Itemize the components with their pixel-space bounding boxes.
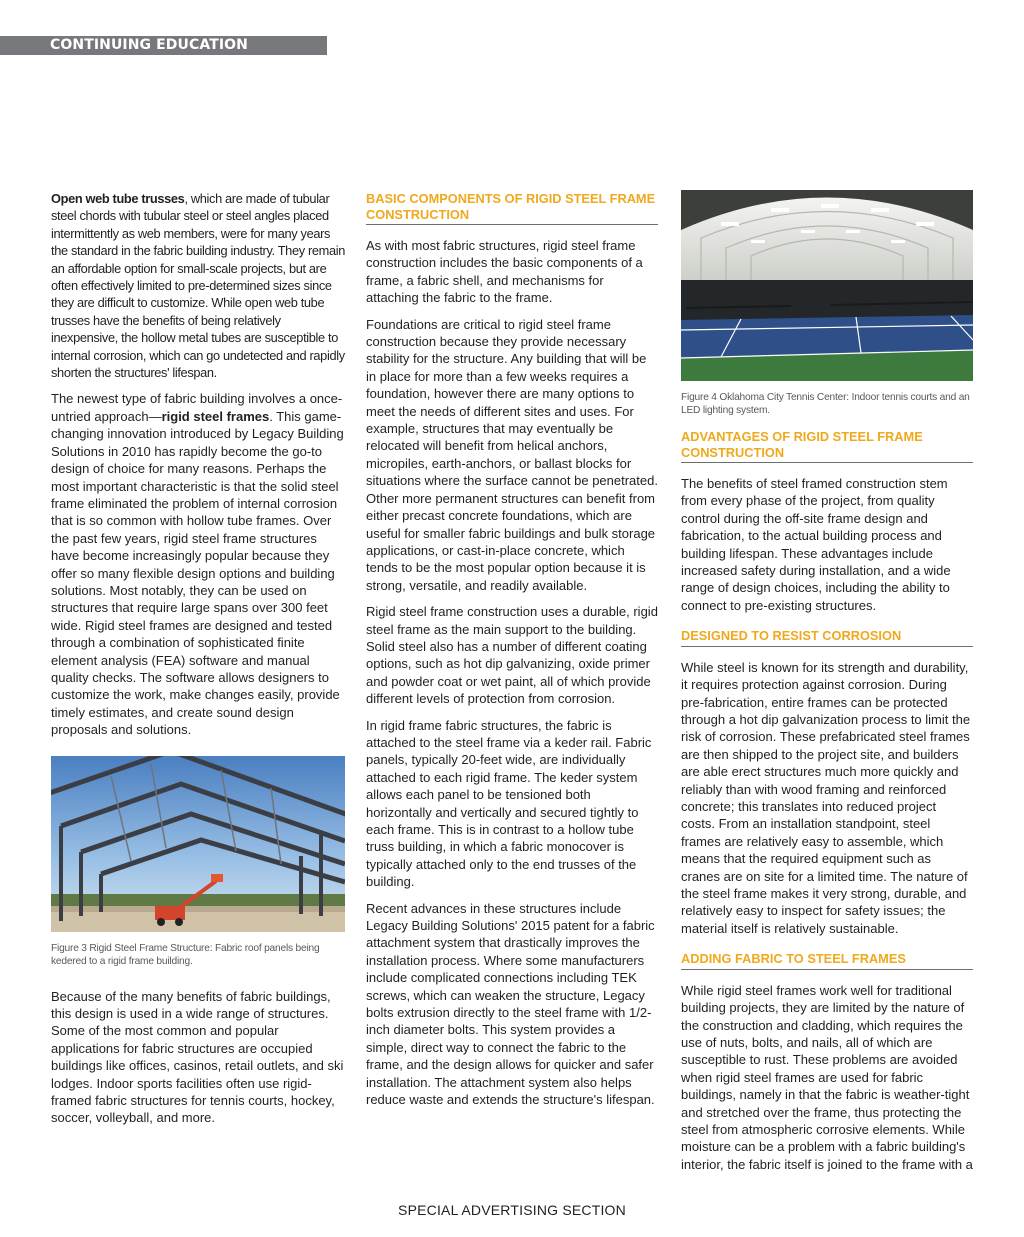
footer-label: SPECIAL ADVERTISING SECTION bbox=[398, 1202, 626, 1218]
figure-4-caption: Figure 4 Oklahoma City Tennis Center: Indoor tennis courts and an LED lighting system. bbox=[681, 392, 970, 416]
section-banner bbox=[0, 36, 327, 55]
paragraph-rigid-frame: Rigid steel frame construction uses a durable, rigid steel frame as the main support to the building. Solid steel also has a number of different coating options, such as hot dip galvanizing, oxide primer and powder coat or wet paint, all of which provide different levels of protection from corrosion. bbox=[366, 604, 658, 707]
steel-frame-construction-image bbox=[51, 756, 345, 932]
figure-3-photo bbox=[51, 756, 345, 932]
column-left bbox=[51, 190, 345, 1136]
heading-adding-fabric: ADDING FABRIC TO STEEL FRAMES bbox=[681, 951, 973, 970]
heading-basic-components: BASIC COMPONENTS OF RIGID STEEL FRAME CONSTRUCTION bbox=[366, 191, 658, 225]
section-banner-label: CONTINUING EDUCATION bbox=[50, 37, 248, 53]
heading-resist-corrosion: DESIGNED TO RESIST CORROSION bbox=[681, 628, 973, 647]
paragraph-foundations: Foundations are critical to rigid steel frame construction because they provide necessary stability for the structure. Any building that will be in place for more than a few weeks requires a foundation, however there are many options to meet the needs of different sites and uses. For example, structures that may eventually be relocated will benefit from helical anchors, micropiles, earth-anchors, or ballast blocks for situations where the surface cannot be penetrated. Other more permanent structures can benefit from either precast concrete foundations, which are useful for smaller fabric buildings and bulk storage applications, or cast-in-place concrete, which tends to be the most popular option because it is strong, versatile, and readily available. bbox=[366, 316, 658, 593]
figure-4-photo bbox=[681, 190, 973, 381]
paragraph-keder-rail: In rigid frame fabric structures, the fabric is attached to the steel frame via a keder rail. Fabric panels, typically 20-feet wide, are individually attached to each rigid frame. The keder system allows each panel to be tensioned both horizontally and vertically and secured tightly to each frame. This is in contrast to a hollow tube truss building, in which a fabric monocover is typically attached only to the end trusses of the building. bbox=[366, 717, 652, 890]
paragraph-text: . This game-changing innovation introduced by Legacy Building Solutions in 2010 has rapidly become the go-to design of choice for many reasons. Perhaps the most important characteristic is that the solid steel frame eliminated the problem of internal corrosion that is so common with hollow tube frames. Over the past few years, rigid steel frame structures have become increasingly popular because they offer so many flexible design options and building solutions. Most notably, they can be used on structures that require large spans over 300 feet wide. Rigid steel frames are designed and tested through a combination of sophisticated finite element analysis (FEA) software and manual quality checks. The software allows designers to customize the work, make changes easily, provide timely estimates, and create sound design proposals and solutions. bbox=[51, 408, 344, 738]
paragraph-text: , which are made of tubular steel chords with tubular steel or steel angles placed intermittently as web members, were for many years the standard in the fabric building industry. They remain an affordable option for small-scale projects, but are often effectively limited to pre-determined sizes since they are difficult to customize. While open web tube trusses have the benefits of being relatively inexpensive, the hollow metal tubes are susceptible to internal corrosion, which can go undetected and rapidly shorten the structures' lifespan. bbox=[51, 191, 345, 381]
paragraph-advantages: The benefits of steel framed construction stem from every phase of the project, from quality control during the off-site frame design and fabrication, to the actual building process and building lifespan. These advantages include increased safety during installation, and a wide range of design choices, including the ability to connect to pre-existing structures. bbox=[681, 476, 951, 613]
lead-term: Open web tube trusses bbox=[51, 191, 185, 206]
paragraph-applications: Because of the many benefits of fabric buildings, this design is used in a wide range of structures. Some of the most common and popular applications for fabric structures are occupied buildings like offices, casinos, retail outlets, and ski lodges. Indoor sports facilities often use rigid-framed fabric structures for tennis courts, hockey, soccer, volleyball, and more. bbox=[51, 988, 344, 1126]
paragraph-open-web-trusses bbox=[51, 190, 345, 381]
tennis-center-image bbox=[681, 190, 973, 381]
paragraph-corrosion: While steel is known for its strength and durability, it requires protection against corrosion. During pre-fabrication, entire frames can be protected through a hot dip galvanization process to limit the risk of corrosion. These prefabricated steel frames are then shipped to the project site, and builders are able erect structures much more quickly and reliably than with wood framing and reinforced concrete; this translates into reduced project costs. From an installation standpoint, steel frames are relatively easy to assemble, which means that the required equipment such as cranes are on site for a limited time. The nature of the steel frame makes it very strong, durable, and relatively easy to inspect for safety issues; the material itself is relatively sustainable. bbox=[681, 659, 971, 936]
bold-term: rigid steel frames bbox=[161, 408, 270, 424]
paragraph-recent-advances: Recent advances in these structures include Legacy Building Solutions' 2015 patent for a fabric attachment system that drastically improves the installation process. Where some manufacturers include complicated connections including TEK screws, which can weaken the structure, Legacy bolts extrusion directly to the steel frame with 1/2-inch diameter bolts. This system provides a simple, direct way to connect the fabric to the frame, and the design allows for quicker and safer installation. The attachment system also helps reduce waste and extends the structure's lifespan. bbox=[366, 900, 655, 1108]
paragraph-adding-fabric: While rigid steel frames work well for traditional building projects, they are limited by the nature of the construction and cladding, which requires the use of nuts, bolts, and nails, all of which are susceptible to rust. These problems are avoided when rigid steel frames are used for fabric buildings, namely in that the fabric is weather-tight and stretched over the frame, thus protecting the steel from atmospheric corrosive elements. While moisture can be a problem with a fabric building's interior, the fabric itself is joined to the frame with a bbox=[681, 982, 973, 1172]
paragraph-text: The newest type of fabric building involves a once-untried approach— bbox=[51, 391, 343, 424]
column-right bbox=[681, 190, 973, 1182]
heading-advantages: ADVANTAGES OF RIGID STEEL FRAME CONSTRUCTION bbox=[681, 429, 973, 463]
figure-3-caption: Figure 3 Rigid Steel Frame Structure: Fabric roof panels being kedered to a rigid frame building. bbox=[51, 942, 320, 967]
paragraph-rigid-steel-frames bbox=[51, 390, 345, 738]
column-middle bbox=[366, 191, 658, 1118]
paragraph-components: As with most fabric structures, rigid steel frame construction includes the basic components of a frame, a fabric shell, and mechanisms for attaching the fabric to the frame. bbox=[366, 238, 643, 306]
